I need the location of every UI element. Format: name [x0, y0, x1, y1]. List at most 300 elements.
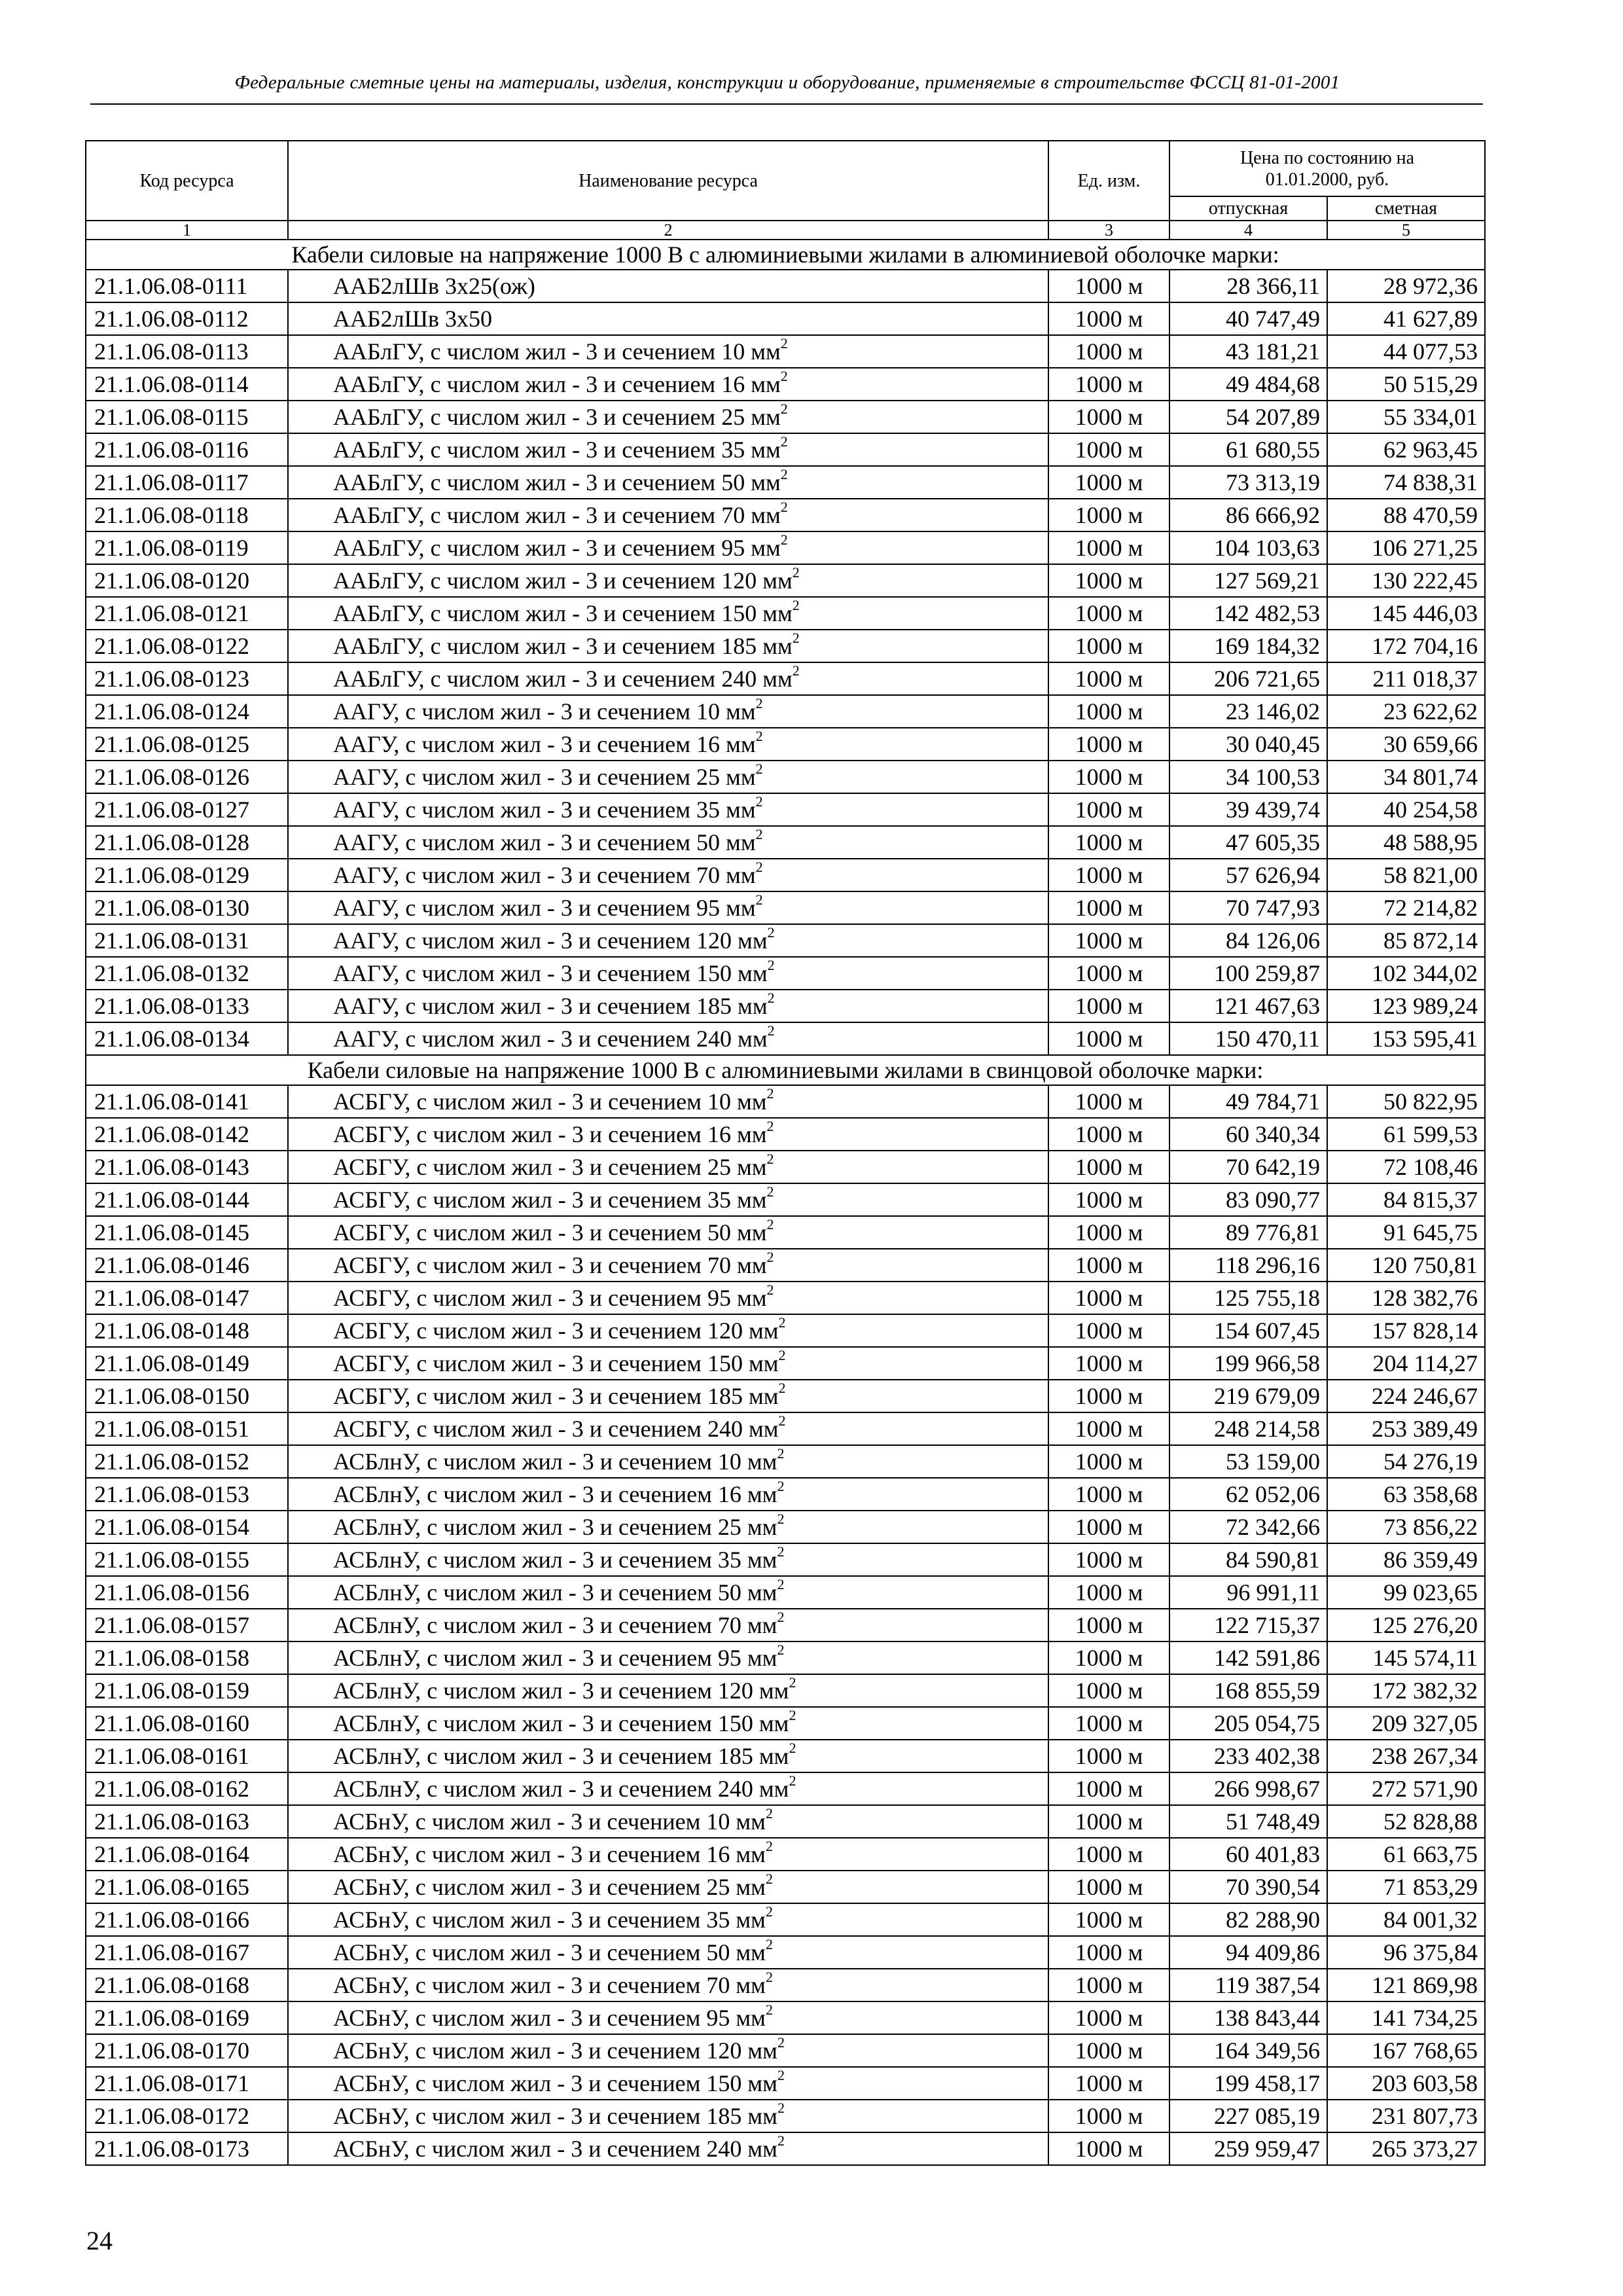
unit-superscript: 2 [777, 2034, 785, 2051]
resource-name [288, 1216, 1048, 1249]
unit-of-measure: 1000 м [1048, 401, 1169, 433]
resource-name-text: ААГУ, с числом жил - 3 и сечением 150 мм [333, 960, 768, 986]
table-row [86, 2132, 1485, 2165]
unit-superscript: 2 [780, 401, 788, 417]
resource-code: 21.1.06.08-0161 [86, 1740, 288, 1772]
unit-of-measure: 1000 м [1048, 761, 1169, 793]
resource-name-text: АСБнУ, с числом жил - 3 и сечением 120 мм [333, 2037, 777, 2064]
release-price: 259 959,47 [1169, 2132, 1327, 2165]
release-price: 122 715,37 [1169, 1609, 1327, 1641]
resource-code: 21.1.06.08-0153 [86, 1478, 288, 1511]
release-price: 233 402,38 [1169, 1740, 1327, 1772]
unit-superscript: 2 [755, 728, 763, 744]
unit-of-measure: 1000 м [1048, 662, 1169, 695]
table-row [86, 1183, 1485, 1216]
unit-of-measure: 1000 м [1048, 2067, 1169, 2100]
resource-name-text: ААБлГУ, с числом жил - 3 и сечением 120 мм [333, 567, 793, 594]
unit-of-measure: 1000 м [1048, 1249, 1169, 1282]
column-number: 1 [86, 221, 288, 240]
release-price: 61 680,55 [1169, 433, 1327, 466]
resource-code: 21.1.06.08-0171 [86, 2067, 288, 2100]
unit-superscript: 2 [777, 1609, 785, 1625]
resource-name-text: АСБлнУ, с числом жил - 3 и сечением 95 мм [333, 1645, 777, 1671]
release-price: 125 755,18 [1169, 1282, 1327, 1314]
estimate-price: 63 358,68 [1327, 1478, 1485, 1511]
unit-of-measure: 1000 м [1048, 957, 1169, 990]
resource-code: 21.1.06.08-0132 [86, 957, 288, 990]
unit-superscript: 2 [755, 859, 763, 875]
resource-code: 21.1.06.08-0125 [86, 728, 288, 761]
resource-code: 21.1.06.08-0147 [86, 1282, 288, 1314]
resource-name-text: ААБ2лШв 3х25(ож) [333, 273, 535, 299]
unit-of-measure: 1000 м [1048, 695, 1169, 728]
unit-superscript: 2 [789, 1674, 796, 1691]
table-row [86, 1936, 1485, 1969]
resource-name-text: АСБнУ, с числом жил - 3 и сечением 25 мм [333, 1874, 766, 1900]
release-price: 266 998,67 [1169, 1772, 1327, 1805]
estimate-price: 73 856,22 [1327, 1511, 1485, 1543]
estimate-price: 172 382,32 [1327, 1674, 1485, 1707]
unit-superscript: 2 [765, 2001, 773, 2018]
estimate-price: 91 645,75 [1327, 1216, 1485, 1249]
unit-superscript: 2 [755, 891, 763, 908]
estimate-price: 123 989,24 [1327, 990, 1485, 1022]
release-price: 206 721,65 [1169, 662, 1327, 695]
unit-of-measure: 1000 м [1048, 1838, 1169, 1871]
table-row [86, 1085, 1485, 1118]
estimate-price: 96 375,84 [1327, 1936, 1485, 1969]
resource-name-text: АСБлнУ, с числом жил - 3 и сечением 25 мм [333, 1514, 777, 1540]
resource-name [288, 1249, 1048, 1282]
release-price: 34 100,53 [1169, 761, 1327, 793]
unit-of-measure: 1000 м [1048, 859, 1169, 891]
estimate-price: 253 389,49 [1327, 1412, 1485, 1445]
estimate-price: 86 359,49 [1327, 1543, 1485, 1576]
resource-code: 21.1.06.08-0156 [86, 1576, 288, 1609]
unit-of-measure: 1000 м [1048, 630, 1169, 662]
unit-superscript: 2 [766, 1282, 774, 1298]
estimate-price: 172 704,16 [1327, 630, 1485, 662]
resource-name [288, 1151, 1048, 1183]
resource-code: 21.1.06.08-0126 [86, 761, 288, 793]
table-row [86, 1314, 1485, 1347]
unit-of-measure: 1000 м [1048, 531, 1169, 564]
unit-superscript: 2 [766, 1085, 774, 1102]
release-price: 84 590,81 [1169, 1543, 1327, 1576]
resource-code: 21.1.06.08-0122 [86, 630, 288, 662]
unit-superscript: 2 [765, 1838, 773, 1854]
resource-name [288, 1085, 1048, 1118]
section-title: Кабели силовые на напряжение 1000 В с алюминиевыми жилами в свинцовой оболочке марки: [86, 1055, 1485, 1085]
resource-code: 21.1.06.08-0121 [86, 597, 288, 630]
table-row [86, 1445, 1485, 1478]
table-row [86, 924, 1485, 957]
unit-of-measure: 1000 м [1048, 466, 1169, 499]
resource-name [288, 1609, 1048, 1641]
resource-code: 21.1.06.08-0117 [86, 466, 288, 499]
release-price: 70 747,93 [1169, 891, 1327, 924]
table-row [86, 1707, 1485, 1740]
release-price: 53 159,00 [1169, 1445, 1327, 1478]
table-row [86, 793, 1485, 826]
resource-code: 21.1.06.08-0170 [86, 2034, 288, 2067]
resource-name-text: ААГУ, с числом жил - 3 и сечением 95 мм [333, 895, 756, 921]
estimate-price: 238 267,34 [1327, 1740, 1485, 1772]
table-row [86, 728, 1485, 761]
resource-name [288, 990, 1048, 1022]
resource-name-text: ААБлГУ, с числом жил - 3 и сечением 185 мм [333, 633, 793, 659]
table-row [86, 597, 1485, 630]
table-row [86, 2001, 1485, 2034]
resource-name [288, 1022, 1048, 1055]
resource-name [288, 1478, 1048, 1511]
resource-code: 21.1.06.08-0123 [86, 662, 288, 695]
resource-name-text: ААГУ, с числом жил - 3 и сечением 50 мм [333, 829, 756, 855]
resource-name-text: ААБлГУ, с числом жил - 3 и сечением 150 мм [333, 600, 793, 626]
table-row [86, 1740, 1485, 1772]
release-price: 164 349,56 [1169, 2034, 1327, 2067]
resource-name [288, 564, 1048, 597]
table-row [86, 859, 1485, 891]
unit-superscript: 2 [777, 1511, 785, 1527]
unit-superscript: 2 [765, 1969, 773, 1985]
unit-of-measure: 1000 м [1048, 1151, 1169, 1183]
running-header: Федеральные сметные цены на материалы, изделия, конструкции и оборудование, применяемые в строительстве ФССЦ 81-01-2001 [234, 72, 1340, 93]
resource-name-text: АСБлнУ, с числом жил - 3 и сечением 35 мм [333, 1547, 777, 1573]
release-price: 57 626,94 [1169, 859, 1327, 891]
table-row [86, 270, 1485, 302]
estimate-price: 23 622,62 [1327, 695, 1485, 728]
unit-of-measure: 1000 м [1048, 1543, 1169, 1576]
unit-superscript: 2 [778, 1380, 786, 1396]
release-price: 89 776,81 [1169, 1216, 1327, 1249]
estimate-price: 130 222,45 [1327, 564, 1485, 597]
resource-code: 21.1.06.08-0111 [86, 270, 288, 302]
unit-of-measure: 1000 м [1048, 1412, 1169, 1445]
release-price: 121 467,63 [1169, 990, 1327, 1022]
estimate-price: 48 588,95 [1327, 826, 1485, 859]
table-row [86, 1412, 1485, 1445]
resource-name [288, 1707, 1048, 1740]
resource-name [288, 662, 1048, 695]
estimate-price: 41 627,89 [1327, 302, 1485, 335]
resource-code: 21.1.06.08-0151 [86, 1412, 288, 1445]
unit-of-measure: 1000 м [1048, 2132, 1169, 2165]
unit-of-measure: 1000 м [1048, 728, 1169, 761]
resource-name-text: АСБлнУ, с числом жил - 3 и сечением 50 мм [333, 1579, 777, 1605]
unit-superscript: 2 [765, 1936, 773, 1952]
resource-name [288, 1445, 1048, 1478]
release-price: 70 642,19 [1169, 1151, 1327, 1183]
estimate-price: 52 828,88 [1327, 1805, 1485, 1838]
resource-name [288, 499, 1048, 531]
resource-name [288, 270, 1048, 302]
release-price: 118 296,16 [1169, 1249, 1327, 1282]
estimate-price: 88 470,59 [1327, 499, 1485, 531]
unit-of-measure: 1000 м [1048, 368, 1169, 401]
resource-name [288, 1543, 1048, 1576]
resource-name-text: АСБнУ, с числом жил - 3 и сечением 95 мм [333, 2005, 766, 2031]
estimate-price: 141 734,25 [1327, 2001, 1485, 2034]
resource-name [288, 957, 1048, 990]
resource-name-text: АСБГУ, с числом жил - 3 и сечением 150 мм [333, 1350, 779, 1376]
resource-name [288, 1314, 1048, 1347]
resource-name-text: АСБнУ, с числом жил - 3 и сечением 70 мм [333, 1972, 766, 1998]
resource-name-text: АСБГУ, с числом жил - 3 и сечением 120 мм [333, 1318, 779, 1344]
estimate-price: 58 821,00 [1327, 859, 1485, 891]
release-price: 100 259,87 [1169, 957, 1327, 990]
unit-superscript: 2 [777, 1445, 785, 1462]
resource-name-text: ААГУ, с числом жил - 3 и сечением 35 мм [333, 797, 756, 823]
release-price: 62 052,06 [1169, 1478, 1327, 1511]
col-header-unit: Ед. изм. [1048, 141, 1169, 221]
resource-name [288, 2034, 1048, 2067]
resource-code: 21.1.06.08-0149 [86, 1347, 288, 1380]
resource-name-text: ААГУ, с числом жил - 3 и сечением 120 мм [333, 927, 768, 954]
table-row [86, 1380, 1485, 1412]
estimate-price: 62 963,45 [1327, 433, 1485, 466]
release-price: 82 288,90 [1169, 1903, 1327, 1936]
release-price: 49 784,71 [1169, 1085, 1327, 1118]
resource-name [288, 1969, 1048, 2001]
table-row [86, 466, 1485, 499]
unit-of-measure: 1000 м [1048, 1118, 1169, 1151]
unit-of-measure: 1000 м [1048, 302, 1169, 335]
resource-code: 21.1.06.08-0128 [86, 826, 288, 859]
col-header-release: отпускная [1169, 196, 1327, 221]
resource-code: 21.1.06.08-0169 [86, 2001, 288, 2034]
unit-superscript: 2 [780, 499, 788, 515]
resource-name [288, 891, 1048, 924]
resource-name-text: АСБГУ, с числом жил - 3 и сечением 35 мм [333, 1187, 767, 1213]
resource-name [288, 1674, 1048, 1707]
table-row [86, 1903, 1485, 1936]
table-row [86, 1543, 1485, 1576]
unit-superscript: 2 [780, 433, 788, 450]
unit-of-measure: 1000 м [1048, 270, 1169, 302]
resource-name [288, 1936, 1048, 1969]
unit-superscript: 2 [767, 1022, 775, 1039]
resource-code: 21.1.06.08-0133 [86, 990, 288, 1022]
table-row [86, 1022, 1485, 1055]
resource-name [288, 1903, 1048, 1936]
resource-code: 21.1.06.08-0158 [86, 1641, 288, 1674]
resource-name [288, 761, 1048, 793]
resource-code: 21.1.06.08-0141 [86, 1085, 288, 1118]
resource-code: 21.1.06.08-0150 [86, 1380, 288, 1412]
table-row [86, 2034, 1485, 2067]
resource-code: 21.1.06.08-0119 [86, 531, 288, 564]
unit-superscript: 2 [792, 564, 800, 581]
release-price: 84 126,06 [1169, 924, 1327, 957]
resource-name [288, 1412, 1048, 1445]
table-row [86, 1674, 1485, 1707]
unit-of-measure: 1000 м [1048, 990, 1169, 1022]
release-price: 47 605,35 [1169, 826, 1327, 859]
table-row [86, 401, 1485, 433]
resource-name [288, 368, 1048, 401]
unit-of-measure: 1000 м [1048, 1380, 1169, 1412]
unit-of-measure: 1000 м [1048, 1641, 1169, 1674]
unit-of-measure: 1000 м [1048, 1707, 1169, 1740]
unit-superscript: 2 [780, 335, 788, 351]
table-row [86, 761, 1485, 793]
resource-code: 21.1.06.08-0163 [86, 1805, 288, 1838]
resource-name-text: ААБлГУ, с числом жил - 3 и сечением 70 мм [333, 502, 781, 528]
resource-name-text: ААГУ, с числом жил - 3 и сечением 10 мм [333, 698, 756, 725]
unit-superscript: 2 [755, 793, 763, 810]
table-row [86, 531, 1485, 564]
resource-code: 21.1.06.08-0113 [86, 335, 288, 368]
resource-code: 21.1.06.08-0134 [86, 1022, 288, 1055]
table-row [86, 695, 1485, 728]
estimate-price: 84 815,37 [1327, 1183, 1485, 1216]
estimate-price: 121 869,98 [1327, 1969, 1485, 2001]
release-price: 73 313,19 [1169, 466, 1327, 499]
table-row [86, 662, 1485, 695]
release-price: 150 470,11 [1169, 1022, 1327, 1055]
release-price: 60 401,83 [1169, 1838, 1327, 1871]
resource-name-text: АСБГУ, с числом жил - 3 и сечением 25 мм [333, 1154, 767, 1180]
unit-of-measure: 1000 м [1048, 1740, 1169, 1772]
unit-superscript: 2 [765, 1871, 773, 1887]
resource-code: 21.1.06.08-0116 [86, 433, 288, 466]
table-row [86, 2100, 1485, 2132]
resource-name [288, 1282, 1048, 1314]
unit-superscript: 2 [755, 826, 763, 842]
unit-of-measure: 1000 м [1048, 1674, 1169, 1707]
unit-superscript: 2 [780, 466, 788, 482]
estimate-price: 106 271,25 [1327, 531, 1485, 564]
estimate-price: 145 446,03 [1327, 597, 1485, 630]
column-number: 2 [288, 221, 1048, 240]
unit-superscript: 2 [777, 2100, 785, 2116]
resource-name-text: АСБГУ, с числом жил - 3 и сечением 240 мм [333, 1416, 779, 1442]
resource-name [288, 302, 1048, 335]
resource-code: 21.1.06.08-0160 [86, 1707, 288, 1740]
release-price: 30 040,45 [1169, 728, 1327, 761]
release-price: 199 966,58 [1169, 1347, 1327, 1380]
table-row [86, 564, 1485, 597]
release-price: 23 146,02 [1169, 695, 1327, 728]
section-row [86, 240, 1485, 270]
unit-of-measure: 1000 м [1048, 597, 1169, 630]
resource-code: 21.1.06.08-0166 [86, 1903, 288, 1936]
resource-name-text: АСБлнУ, с числом жил - 3 и сечением 16 мм [333, 1481, 777, 1507]
estimate-price: 153 595,41 [1327, 1022, 1485, 1055]
resource-name-text: ААБлГУ, с числом жил - 3 и сечением 16 мм [333, 371, 781, 397]
resource-code: 21.1.06.08-0120 [86, 564, 288, 597]
estimate-price: 157 828,14 [1327, 1314, 1485, 1347]
resource-code: 21.1.06.08-0130 [86, 891, 288, 924]
resource-name-text: ААБлГУ, с числом жил - 3 и сечением 25 мм [333, 404, 781, 430]
resource-code: 21.1.06.08-0145 [86, 1216, 288, 1249]
unit-of-measure: 1000 м [1048, 1576, 1169, 1609]
resource-code: 21.1.06.08-0112 [86, 302, 288, 335]
unit-superscript: 2 [765, 1903, 773, 1920]
unit-superscript: 2 [778, 1412, 786, 1429]
table-row [86, 1609, 1485, 1641]
resource-code: 21.1.06.08-0152 [86, 1445, 288, 1478]
resource-name [288, 1871, 1048, 1903]
resource-code: 21.1.06.08-0131 [86, 924, 288, 957]
unit-superscript: 2 [792, 630, 800, 646]
estimate-price: 61 599,53 [1327, 1118, 1485, 1151]
column-number: 3 [1048, 221, 1169, 240]
resource-name [288, 728, 1048, 761]
resource-name-text: АСБлнУ, с числом жил - 3 и сечением 240 мм [333, 1776, 789, 1802]
resource-name [288, 2067, 1048, 2100]
release-price: 219 679,09 [1169, 1380, 1327, 1412]
resource-name-text: АСБлнУ, с числом жил - 3 и сечением 10 мм [333, 1448, 777, 1475]
resource-code: 21.1.06.08-0144 [86, 1183, 288, 1216]
page-number: 24 [86, 2226, 113, 2255]
estimate-price: 145 574,11 [1327, 1641, 1485, 1674]
unit-of-measure: 1000 м [1048, 433, 1169, 466]
unit-superscript: 2 [778, 1314, 786, 1331]
resource-name-text: ААГУ, с числом жил - 3 и сечением 70 мм [333, 862, 756, 888]
estimate-price: 211 018,37 [1327, 662, 1485, 695]
unit-of-measure: 1000 м [1048, 1871, 1169, 1903]
table-row [86, 1151, 1485, 1183]
resource-code: 21.1.06.08-0167 [86, 1936, 288, 1969]
resource-name [288, 2132, 1048, 2165]
table-row [86, 335, 1485, 368]
release-price: 49 484,68 [1169, 368, 1327, 401]
col-header-code: Код ресурса [86, 141, 288, 221]
table-row [86, 1641, 1485, 1674]
resource-name [288, 1380, 1048, 1412]
release-price: 60 340,34 [1169, 1118, 1327, 1151]
section-row [86, 1055, 1485, 1085]
resource-name [288, 1805, 1048, 1838]
resource-name [288, 826, 1048, 859]
resource-name [288, 2100, 1048, 2132]
unit-superscript: 2 [766, 1249, 774, 1265]
unit-superscript: 2 [765, 1805, 773, 1821]
unit-superscript: 2 [777, 1641, 785, 1658]
table-row [86, 1871, 1485, 1903]
resource-name-text: АСБнУ, с числом жил - 3 и сечением 50 мм [333, 1939, 766, 1965]
estimate-price: 209 327,05 [1327, 1707, 1485, 1740]
resource-name [288, 1511, 1048, 1543]
unit-superscript: 2 [778, 1347, 786, 1363]
resource-name [288, 1118, 1048, 1151]
resource-code: 21.1.06.08-0114 [86, 368, 288, 401]
release-price: 138 843,44 [1169, 2001, 1327, 2034]
resource-name [288, 335, 1048, 368]
unit-superscript: 2 [777, 1478, 785, 1494]
estimate-price: 50 515,29 [1327, 368, 1485, 401]
unit-of-measure: 1000 м [1048, 1183, 1169, 1216]
release-price: 104 103,63 [1169, 531, 1327, 564]
unit-of-measure: 1000 м [1048, 1772, 1169, 1805]
unit-superscript: 2 [766, 1216, 774, 1232]
resource-name-text: АСБнУ, с числом жил - 3 и сечением 240 мм [333, 2136, 777, 2162]
estimate-price: 72 108,46 [1327, 1151, 1485, 1183]
release-price: 43 181,21 [1169, 335, 1327, 368]
unit-superscript: 2 [780, 368, 788, 384]
unit-of-measure: 1000 м [1048, 2034, 1169, 2067]
resource-name-text: ААГУ, с числом жил - 3 и сечением 16 мм [333, 731, 756, 757]
release-price: 248 214,58 [1169, 1412, 1327, 1445]
estimate-price: 102 344,02 [1327, 957, 1485, 990]
release-price: 205 054,75 [1169, 1707, 1327, 1740]
resource-name-text: АСБлнУ, с числом жил - 3 и сечением 70 мм [333, 1612, 777, 1638]
table-row [86, 1216, 1485, 1249]
unit-of-measure: 1000 м [1048, 1445, 1169, 1478]
resource-name-text: ААБлГУ, с числом жил - 3 и сечением 35 мм [333, 437, 781, 463]
